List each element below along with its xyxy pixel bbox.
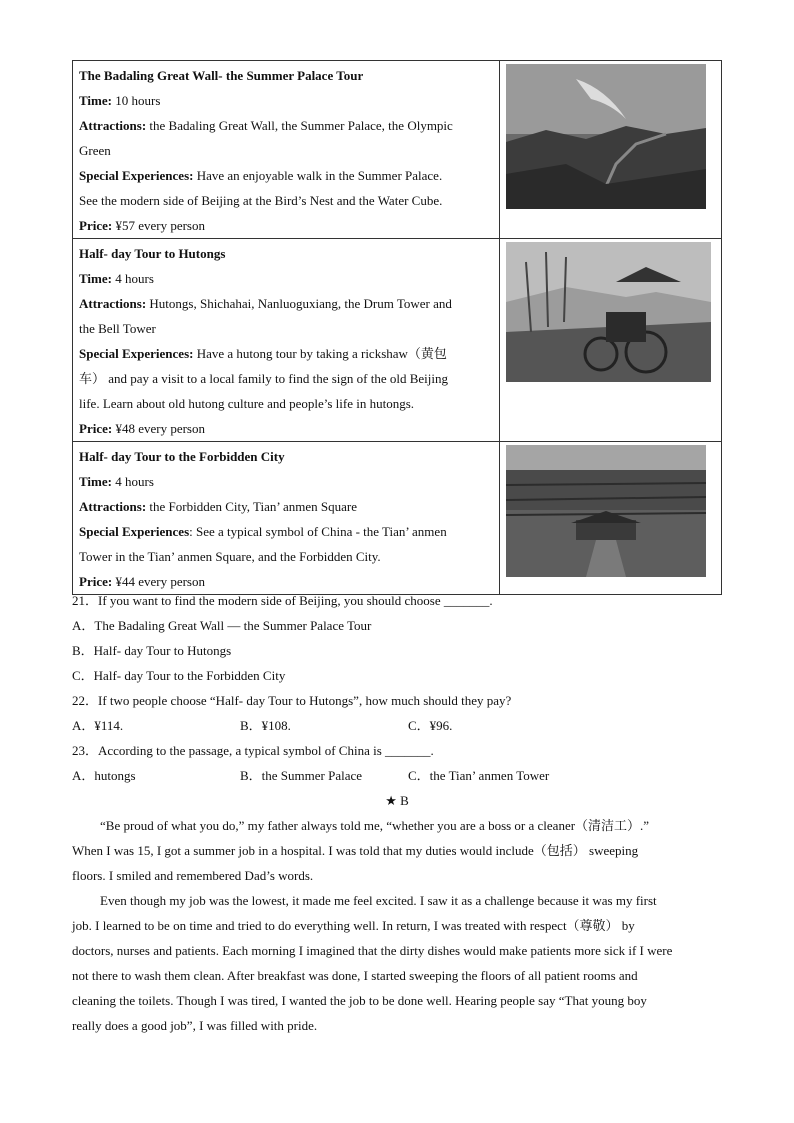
great-wall-photo	[506, 64, 706, 209]
passage	[72, 813, 722, 1038]
q22-options	[72, 713, 452, 738]
price-value: ¥48 every person	[115, 421, 205, 436]
passage-line: Even though my job was the lowest, it made me feel excited. I saw it as a challenge because it was my first	[100, 893, 657, 908]
tour-image-cell	[500, 442, 722, 595]
time-value: 4 hours	[115, 474, 154, 489]
q23-option-c: C．the Tian’ anmen Tower	[408, 768, 550, 783]
tour-special	[79, 163, 493, 188]
question-23: 23．According to the passage, a typical symbol of China is _______.	[72, 743, 434, 758]
tour-title: Half- day Tour to the Forbidden City	[79, 449, 285, 464]
passage-line: floors. I smiled and remembered Dad’s words.	[72, 868, 314, 883]
price-value: ¥57 every person	[115, 218, 205, 233]
tour-table	[72, 60, 722, 595]
time-value: 4 hours	[115, 271, 154, 286]
tour-row	[73, 61, 722, 239]
time-label: Time:	[79, 93, 112, 108]
time-value: 10 hours	[115, 93, 161, 108]
q22-option-b: B．¥108.	[240, 718, 291, 733]
attractions-text: the Badaling Great Wall, the Summer Palace, the Olympic	[149, 118, 453, 133]
tour-attractions	[79, 291, 493, 316]
passage-line: When I was 15, I got a summer job in a hospital. I was told that my duties would include（包括） sweeping	[72, 843, 639, 858]
attractions-label: Attractions:	[79, 118, 147, 133]
tour-image-cell	[500, 239, 722, 442]
attractions-text-cont: the Bell Tower	[79, 321, 156, 336]
tour-price	[79, 416, 493, 441]
passage-line: really does a good job”, I was filled with pride.	[72, 1018, 318, 1033]
passage-line: cleaning the toilets. Though I was tired, I wanted the job to be done well. Hearing people say “That young boy	[72, 993, 647, 1008]
special-text-cont: Tower in the Tian’ anmen Square, and the Forbidden City.	[79, 549, 381, 564]
price-label: Price:	[79, 574, 113, 589]
time-label: Time:	[79, 271, 112, 286]
passage-line: job. I learned to be on time and tried to do everything well. In return, I was treated with respect（尊敬） by	[72, 918, 635, 933]
tour-row	[73, 442, 722, 595]
forbidden-city-photo	[506, 445, 706, 577]
special-label: Special Experiences:	[79, 168, 194, 183]
tour-row	[73, 239, 722, 442]
passage-line: “Be proud of what you do,” my father always told me, “whether you are a boss or a cleaner（清洁工）.”	[100, 818, 650, 833]
special-text: : See a typical symbol of China - the Tian’ anmen	[189, 524, 447, 539]
special-text: Have an enjoyable walk in the Summer Palace.	[196, 168, 443, 183]
tour-price	[79, 213, 493, 238]
q21-option-a: A．The Badaling Great Wall — the Summer Palace Tour	[72, 618, 372, 633]
tour-title: Half- day Tour to Hutongs	[79, 246, 226, 261]
tour-title: The Badaling Great Wall- the Summer Palace Tour	[79, 68, 364, 83]
q23-option-a: A．hutongs	[72, 768, 136, 783]
q22-option-c: C．¥96.	[408, 718, 453, 733]
attractions-text: the Forbidden City, Tian’ anmen Square	[149, 499, 358, 514]
special-label: Special Experiences	[79, 524, 190, 539]
tour-info	[73, 61, 500, 239]
q21-option-c: C．Half- day Tour to the Forbidden City	[72, 668, 286, 683]
tour-time	[79, 88, 493, 113]
special-text-cont: See the modern side of Beijing at the Bird’s Nest and the Water Cube.	[79, 193, 443, 208]
attractions-text: Hutongs, Shichahai, Nanluoguxiang, the Drum Tower and	[149, 296, 452, 311]
attractions-text-cont: Green	[79, 143, 111, 158]
tour-special	[79, 519, 493, 544]
q23-option-b: B．the Summer Palace	[240, 768, 363, 783]
passage-line: doctors, nurses and patients. Each morning I imagined that the dirty dishes would make patients more sick if I were	[72, 943, 673, 958]
tour-info	[73, 442, 500, 595]
price-label: Price:	[79, 218, 113, 233]
attractions-label: Attractions:	[79, 296, 147, 311]
section-heading: ★ B	[385, 793, 409, 808]
tour-time	[79, 266, 493, 291]
price-value: ¥44 every person	[115, 574, 205, 589]
special-text-cont: 车） and pay a visit to a local family to find the sign of the old Beijing	[79, 371, 448, 386]
price-label: Price:	[79, 421, 113, 436]
special-text-cont: life. Learn about old hutong culture and people’s life in hutongs.	[79, 396, 415, 411]
tour-image-cell	[500, 61, 722, 239]
tour-special	[79, 341, 493, 366]
special-text: Have a hutong tour by taking a rickshaw（黄包	[196, 346, 447, 361]
tour-time	[79, 469, 493, 494]
question-22: 22．If two people choose “Half- day Tour to Hutongs”, how much should they pay?	[72, 693, 512, 708]
tour-attractions	[79, 113, 493, 138]
q22-option-a: A．¥114.	[72, 718, 124, 733]
tour-info	[73, 239, 500, 442]
q23-options	[72, 763, 549, 788]
attractions-label: Attractions:	[79, 499, 147, 514]
tour-attractions	[79, 494, 493, 519]
q21-option-b: B．Half- day Tour to Hutongs	[72, 643, 232, 658]
rickshaw-photo	[506, 242, 711, 382]
special-label: Special Experiences:	[79, 346, 194, 361]
time-label: Time:	[79, 474, 112, 489]
question-21: 21．If you want to find the modern side of Beijing, you should choose _______.	[72, 593, 493, 608]
passage-line: not there to wash them clean. After breakfast was done, I started sweeping the floors of all patient rooms and	[72, 968, 638, 983]
